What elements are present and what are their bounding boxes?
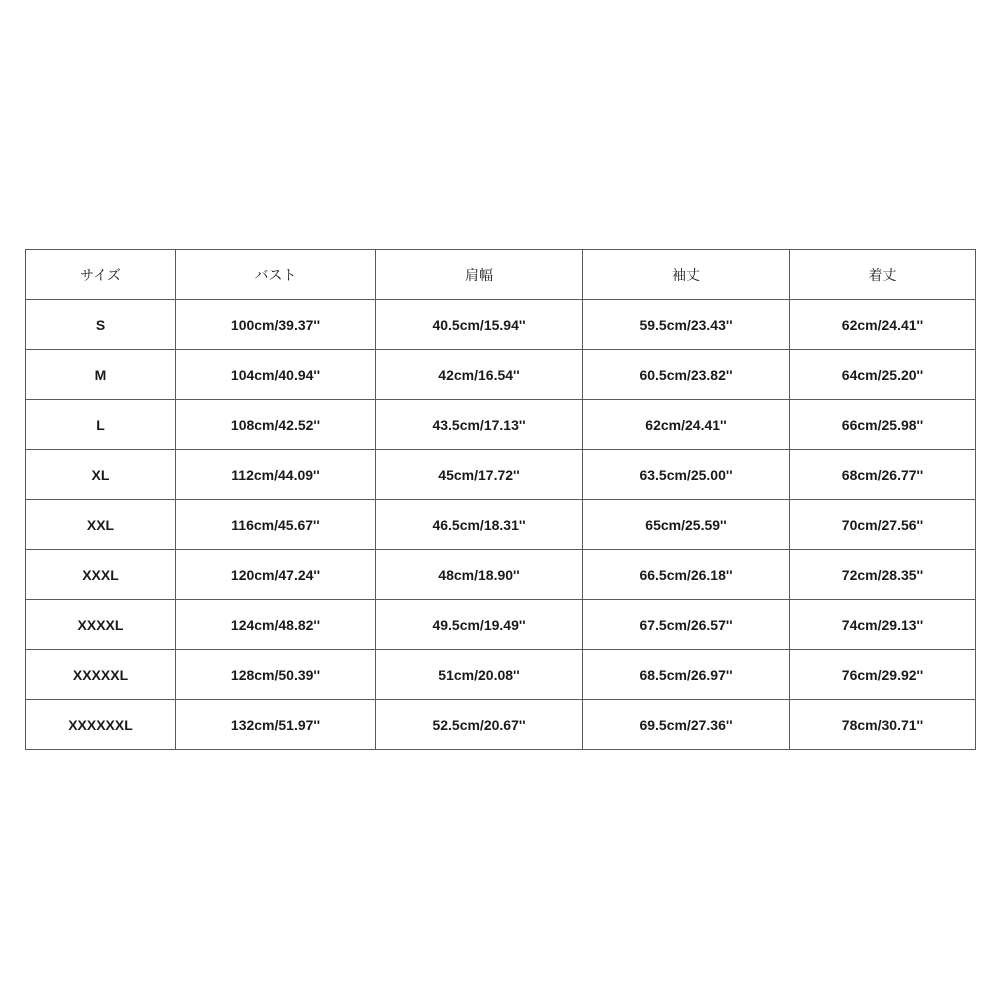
sleeve-cell: 67.5cm/26.57'' [583, 600, 790, 650]
header-sleeve-length: 袖丈 [583, 250, 790, 300]
sleeve-cell: 66.5cm/26.18'' [583, 550, 790, 600]
size-cell: L [26, 400, 176, 450]
shoulder-cell: 42cm/16.54'' [376, 350, 583, 400]
table-row [26, 450, 976, 500]
size-cell: XXXXL [26, 600, 176, 650]
length-cell: 70cm/27.56'' [790, 500, 976, 550]
length-cell: 64cm/25.20'' [790, 350, 976, 400]
sleeve-cell: 62cm/24.41'' [583, 400, 790, 450]
size-cell: XXL [26, 500, 176, 550]
size-cell: S [26, 300, 176, 350]
bust-cell: 104cm/40.94'' [176, 350, 376, 400]
sleeve-cell: 59.5cm/23.43'' [583, 300, 790, 350]
table-header-row [26, 250, 976, 300]
table-row [26, 350, 976, 400]
header-bust: バスト [176, 250, 376, 300]
length-cell: 68cm/26.77'' [790, 450, 976, 500]
sleeve-cell: 60.5cm/23.82'' [583, 350, 790, 400]
length-cell: 76cm/29.92'' [790, 650, 976, 700]
size-cell: XXXXXL [26, 650, 176, 700]
size-cell: XXXXXXL [26, 700, 176, 750]
sleeve-cell: 65cm/25.59'' [583, 500, 790, 550]
shoulder-cell: 43.5cm/17.13'' [376, 400, 583, 450]
header-size: サイズ [26, 250, 176, 300]
bust-cell: 108cm/42.52'' [176, 400, 376, 450]
table-row [26, 400, 976, 450]
size-cell: XXXL [26, 550, 176, 600]
bust-cell: 132cm/51.97'' [176, 700, 376, 750]
bust-cell: 124cm/48.82'' [176, 600, 376, 650]
size-chart-table [25, 249, 976, 750]
shoulder-cell: 52.5cm/20.67'' [376, 700, 583, 750]
sleeve-cell: 69.5cm/27.36'' [583, 700, 790, 750]
length-cell: 78cm/30.71'' [790, 700, 976, 750]
table-row [26, 300, 976, 350]
shoulder-cell: 45cm/17.72'' [376, 450, 583, 500]
shoulder-cell: 48cm/18.90'' [376, 550, 583, 600]
bust-cell: 116cm/45.67'' [176, 500, 376, 550]
size-cell: M [26, 350, 176, 400]
shoulder-cell: 40.5cm/15.94'' [376, 300, 583, 350]
length-cell: 66cm/25.98'' [790, 400, 976, 450]
shoulder-cell: 51cm/20.08'' [376, 650, 583, 700]
size-cell: XL [26, 450, 176, 500]
length-cell: 62cm/24.41'' [790, 300, 976, 350]
sleeve-cell: 68.5cm/26.97'' [583, 650, 790, 700]
bust-cell: 100cm/39.37'' [176, 300, 376, 350]
bust-cell: 120cm/47.24'' [176, 550, 376, 600]
table-row [26, 550, 976, 600]
table-row [26, 650, 976, 700]
length-cell: 72cm/28.35'' [790, 550, 976, 600]
sleeve-cell: 63.5cm/25.00'' [583, 450, 790, 500]
header-body-length: 着丈 [790, 250, 976, 300]
table-row [26, 700, 976, 750]
bust-cell: 128cm/50.39'' [176, 650, 376, 700]
header-shoulder-width: 肩幅 [376, 250, 583, 300]
table-row [26, 600, 976, 650]
bust-cell: 112cm/44.09'' [176, 450, 376, 500]
shoulder-cell: 49.5cm/19.49'' [376, 600, 583, 650]
length-cell: 74cm/29.13'' [790, 600, 976, 650]
table-row [26, 500, 976, 550]
shoulder-cell: 46.5cm/18.31'' [376, 500, 583, 550]
